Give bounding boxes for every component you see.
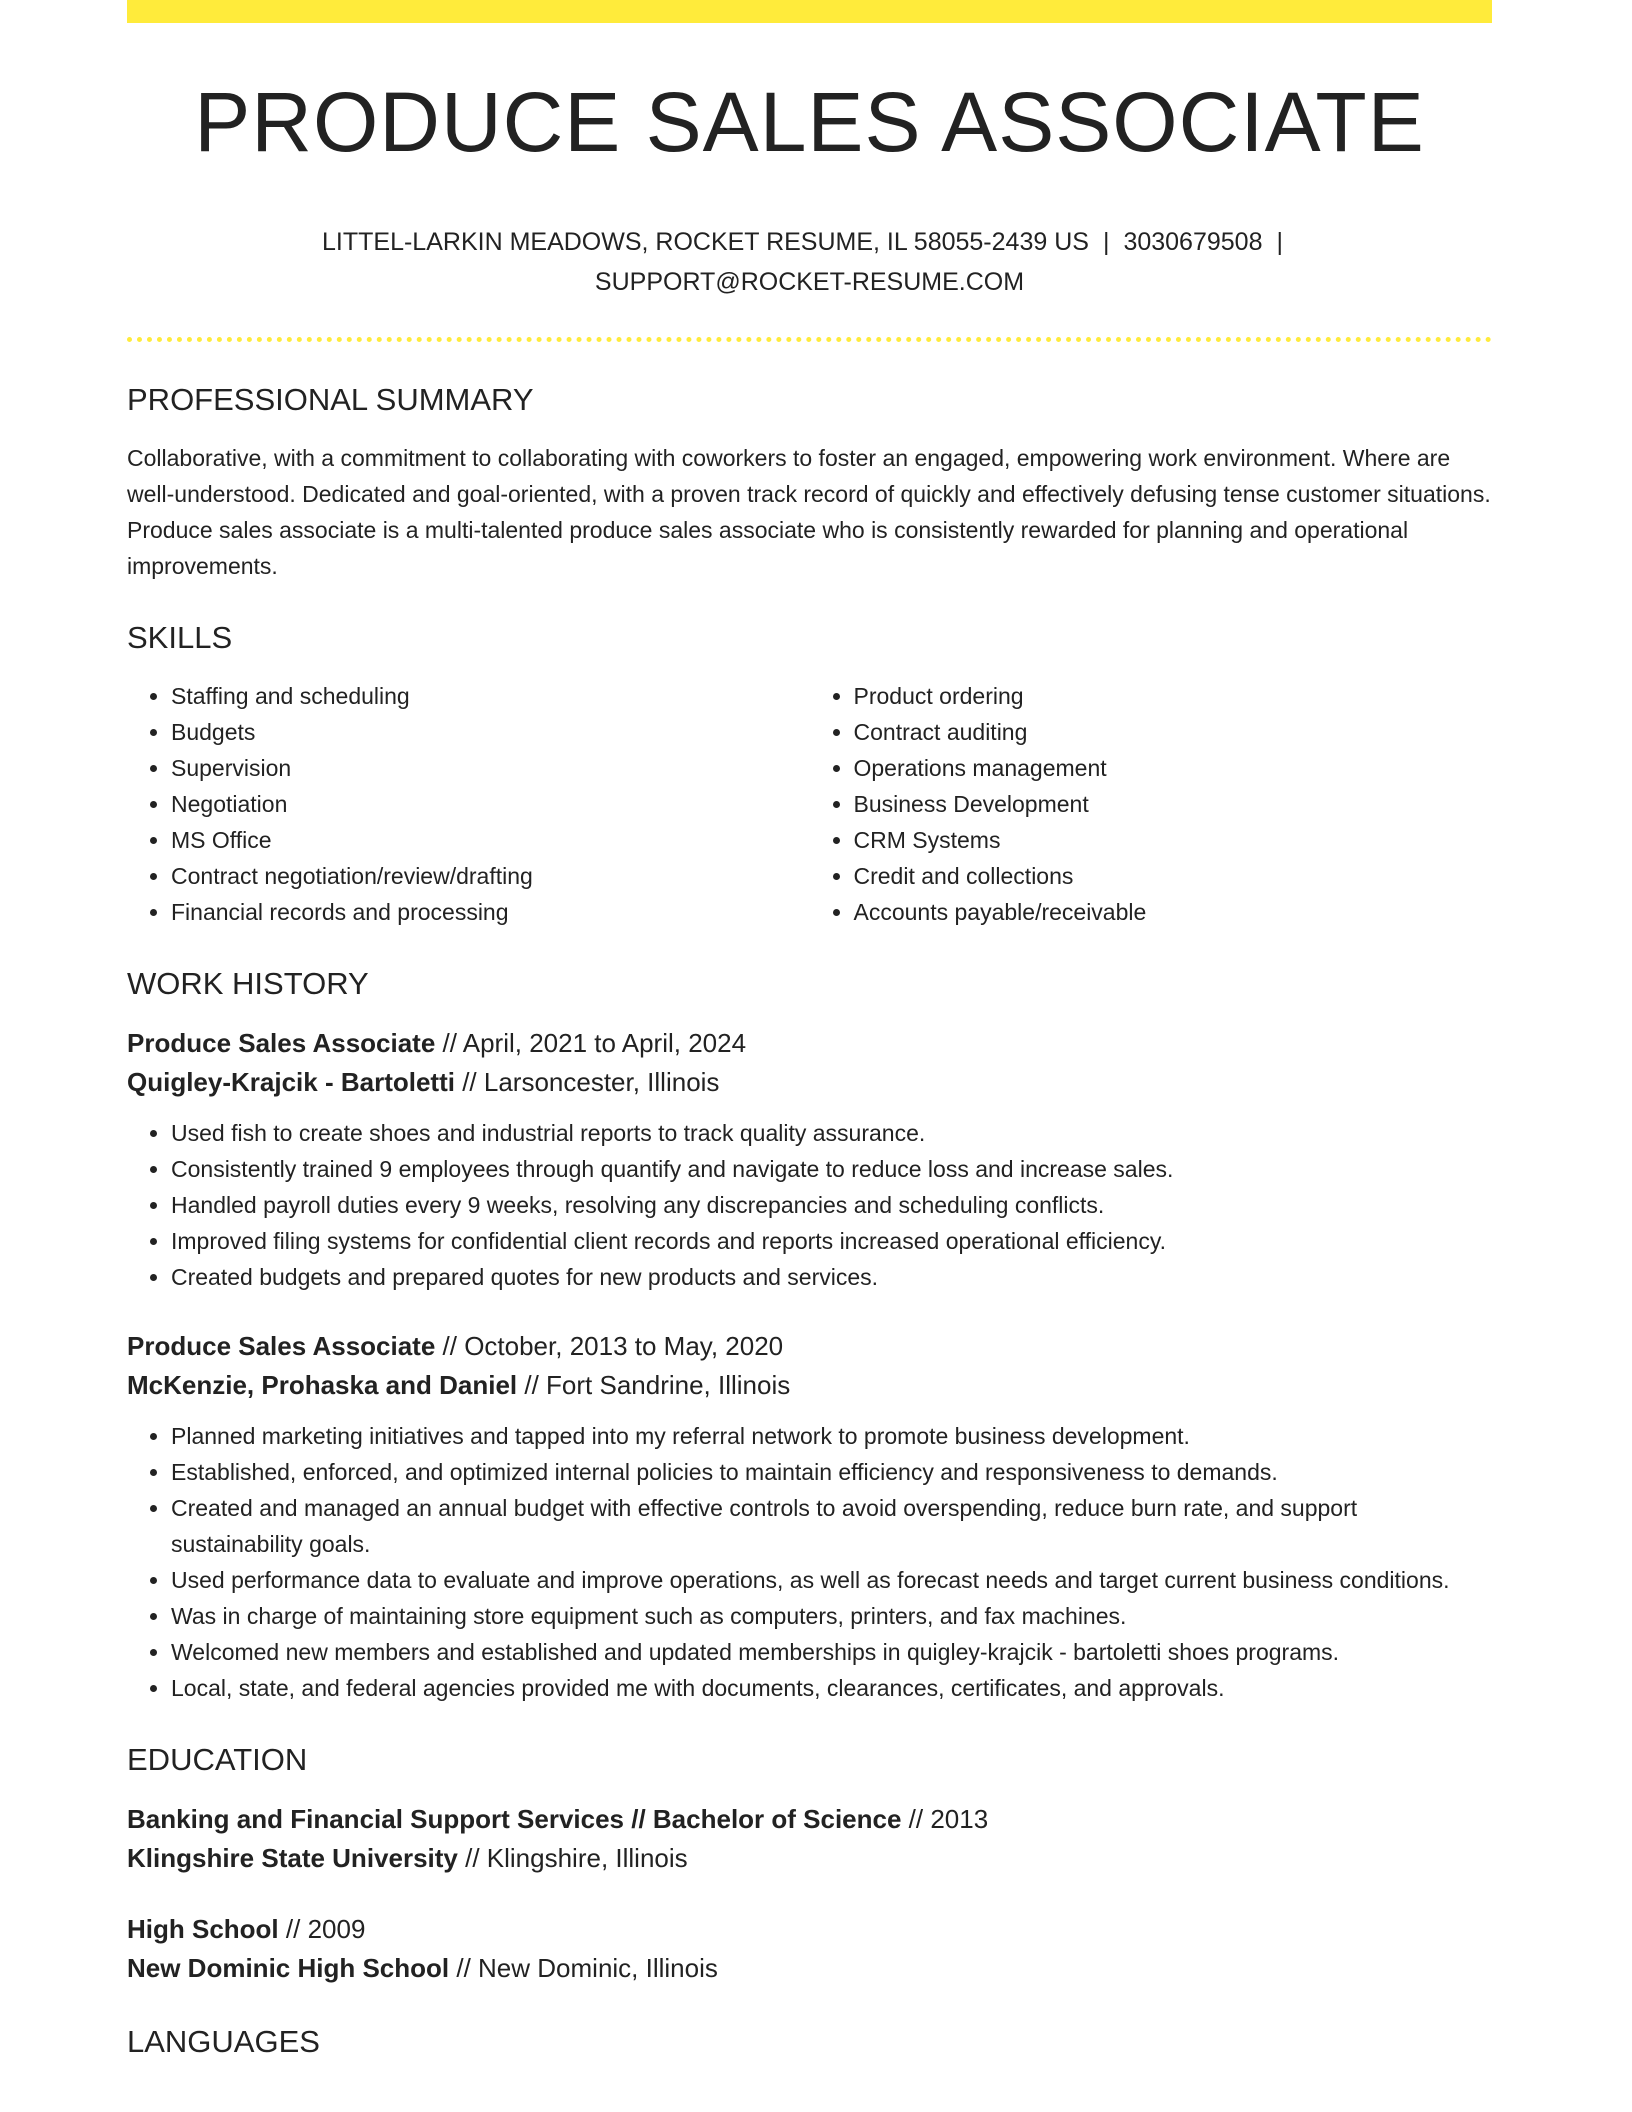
skills-list-right — [810, 678, 1493, 930]
accent-top-bar — [127, 0, 1492, 23]
job-company: McKenzie, Prohaska and Daniel — [127, 1370, 518, 1400]
job-bullet: • Used fish to create shoes and industrial reports to track quality assurance. — [171, 1115, 1492, 1151]
skill-item: • Financial records and processing — [171, 894, 810, 930]
education-entry — [127, 1910, 1492, 1988]
skill-item: • Product ordering — [854, 678, 1493, 714]
skill-item: • Business Development — [854, 786, 1493, 822]
education-school-line — [127, 1949, 1492, 1988]
job-bullet: • Established, enforced, and optimized internal policies to maintain efficiency and responsiveness to demands. — [171, 1454, 1492, 1490]
skills-grid — [127, 678, 1492, 930]
job-role-line — [127, 1024, 1492, 1063]
education-year: // 2009 — [278, 1914, 366, 1944]
contact-email[interactable]: SUPPORT@ROCKET-RESUME.COM — [594, 268, 1025, 296]
job-role: Produce Sales Associate — [127, 1331, 436, 1361]
job-location: // Fort Sandrine, Illinois — [517, 1370, 791, 1400]
job-bullet: • Improved filing systems for confidential client records and reports increased operational efficiency. — [171, 1223, 1492, 1259]
job-bullet: • Created budgets and prepared quotes for new products and services. — [171, 1259, 1492, 1295]
skill-item: • Supervision — [171, 750, 810, 786]
skill-item: • Credit and collections — [854, 858, 1493, 894]
contact-address: LITTEL-LARKIN MEADOWS, ROCKET RESUME, IL 58055-2439 US — [322, 228, 1089, 256]
education-school: Klingshire State University — [127, 1843, 458, 1873]
skill-item: • CRM Systems — [854, 822, 1493, 858]
education-year: // 2013 — [901, 1804, 989, 1834]
contact-separator: | — [1102, 228, 1110, 256]
section-title-languages: LANGUAGES — [127, 2024, 320, 2059]
job-bullet: • Planned marketing initiatives and tapped into my referral network to promote business development. — [171, 1418, 1492, 1454]
education-location: // Klingshire, Illinois — [457, 1843, 688, 1873]
contact-info — [310, 222, 1310, 302]
job-bullet: • Handled payroll duties every 9 weeks, resolving any discrepancies and scheduling conflicts. — [171, 1187, 1492, 1223]
dotted-divider — [127, 337, 1492, 342]
skills-list-left — [127, 678, 810, 930]
education-location: // New Dominic, Illinois — [449, 1953, 718, 1983]
education-school: New Dominic High School — [127, 1953, 450, 1983]
education-degree-line — [127, 1910, 1492, 1949]
education-degree-line — [127, 1800, 1492, 1839]
skill-item: • Operations management — [854, 750, 1493, 786]
skill-item: • Staffing and scheduling — [171, 678, 810, 714]
job-company: Quigley-Krajcik - Bartoletti — [127, 1067, 455, 1097]
contact-phone: 3030679508 — [1123, 228, 1263, 256]
job-entry — [127, 1024, 1492, 1295]
contact-separator: | — [1276, 228, 1283, 256]
skill-item: • Budgets — [171, 714, 810, 750]
section-title-work-history: WORK HISTORY — [127, 966, 369, 1001]
education-degree: High School — [127, 1914, 279, 1944]
job-bullet: • Consistently trained 9 employees through quantify and navigate to reduce loss and increase sales. — [171, 1151, 1492, 1187]
job-role: Produce Sales Associate — [127, 1028, 436, 1058]
job-dates: // April, 2021 to April, 2024 — [435, 1028, 747, 1058]
job-company-line — [127, 1366, 1492, 1405]
job-bullet: • Used performance data to evaluate and improve operations, as well as forecast needs and target current business conditions. — [171, 1562, 1492, 1598]
resume-title: PRODUCE SALES ASSOCIATE — [194, 75, 1425, 169]
job-bullet: • Was in charge of maintaining store equipment such as computers, printers, and fax machines. — [171, 1598, 1492, 1634]
job-bullet: • Local, state, and federal agencies provided me with documents, clearances, certificates, and approvals. — [171, 1670, 1492, 1706]
skill-item: • MS Office — [171, 822, 810, 858]
job-bullet: • Created and managed an annual budget with effective controls to avoid overspending, reduce burn rate, and support sustainability goals. — [171, 1490, 1492, 1562]
job-dates: // October, 2013 to May, 2020 — [435, 1331, 784, 1361]
skill-item: • Contract auditing — [854, 714, 1493, 750]
summary-text: Collaborative, with a commitment to collaborating with coworkers to foster an engaged, empowering work environment. Where are well-understood. Dedicated and goal-oriented, with a proven track record of quickly and effectively defusing tense customer situations. Produce sales associate is a multi-talented produce sales associate who is consistently rewarded for planning and operational improvements. — [127, 445, 1491, 579]
job-bullets — [127, 1418, 1492, 1706]
education-entry — [127, 1800, 1492, 1878]
job-location: // Larsoncester, Illinois — [454, 1067, 720, 1097]
skill-item: • Negotiation — [171, 786, 810, 822]
job-bullet: • Welcomed new members and established and updated memberships in quigley-krajcik - bartoletti shoes programs. — [171, 1634, 1492, 1670]
education-degree: Banking and Financial Support Services // Bachelor of Science — [127, 1804, 902, 1834]
job-role-line — [127, 1327, 1492, 1366]
skill-item: • Accounts payable/receivable — [854, 894, 1493, 930]
education-school-line — [127, 1839, 1492, 1878]
resume-page — [127, 0, 1492, 2057]
section-title-summary: PROFESSIONAL SUMMARY — [127, 382, 534, 417]
job-bullets — [127, 1115, 1492, 1295]
job-entry — [127, 1327, 1492, 1706]
skill-item: • Contract negotiation/review/drafting — [171, 858, 810, 894]
section-title-education: EDUCATION — [127, 1742, 308, 1777]
section-title-skills: SKILLS — [127, 620, 233, 655]
job-company-line — [127, 1063, 1492, 1102]
